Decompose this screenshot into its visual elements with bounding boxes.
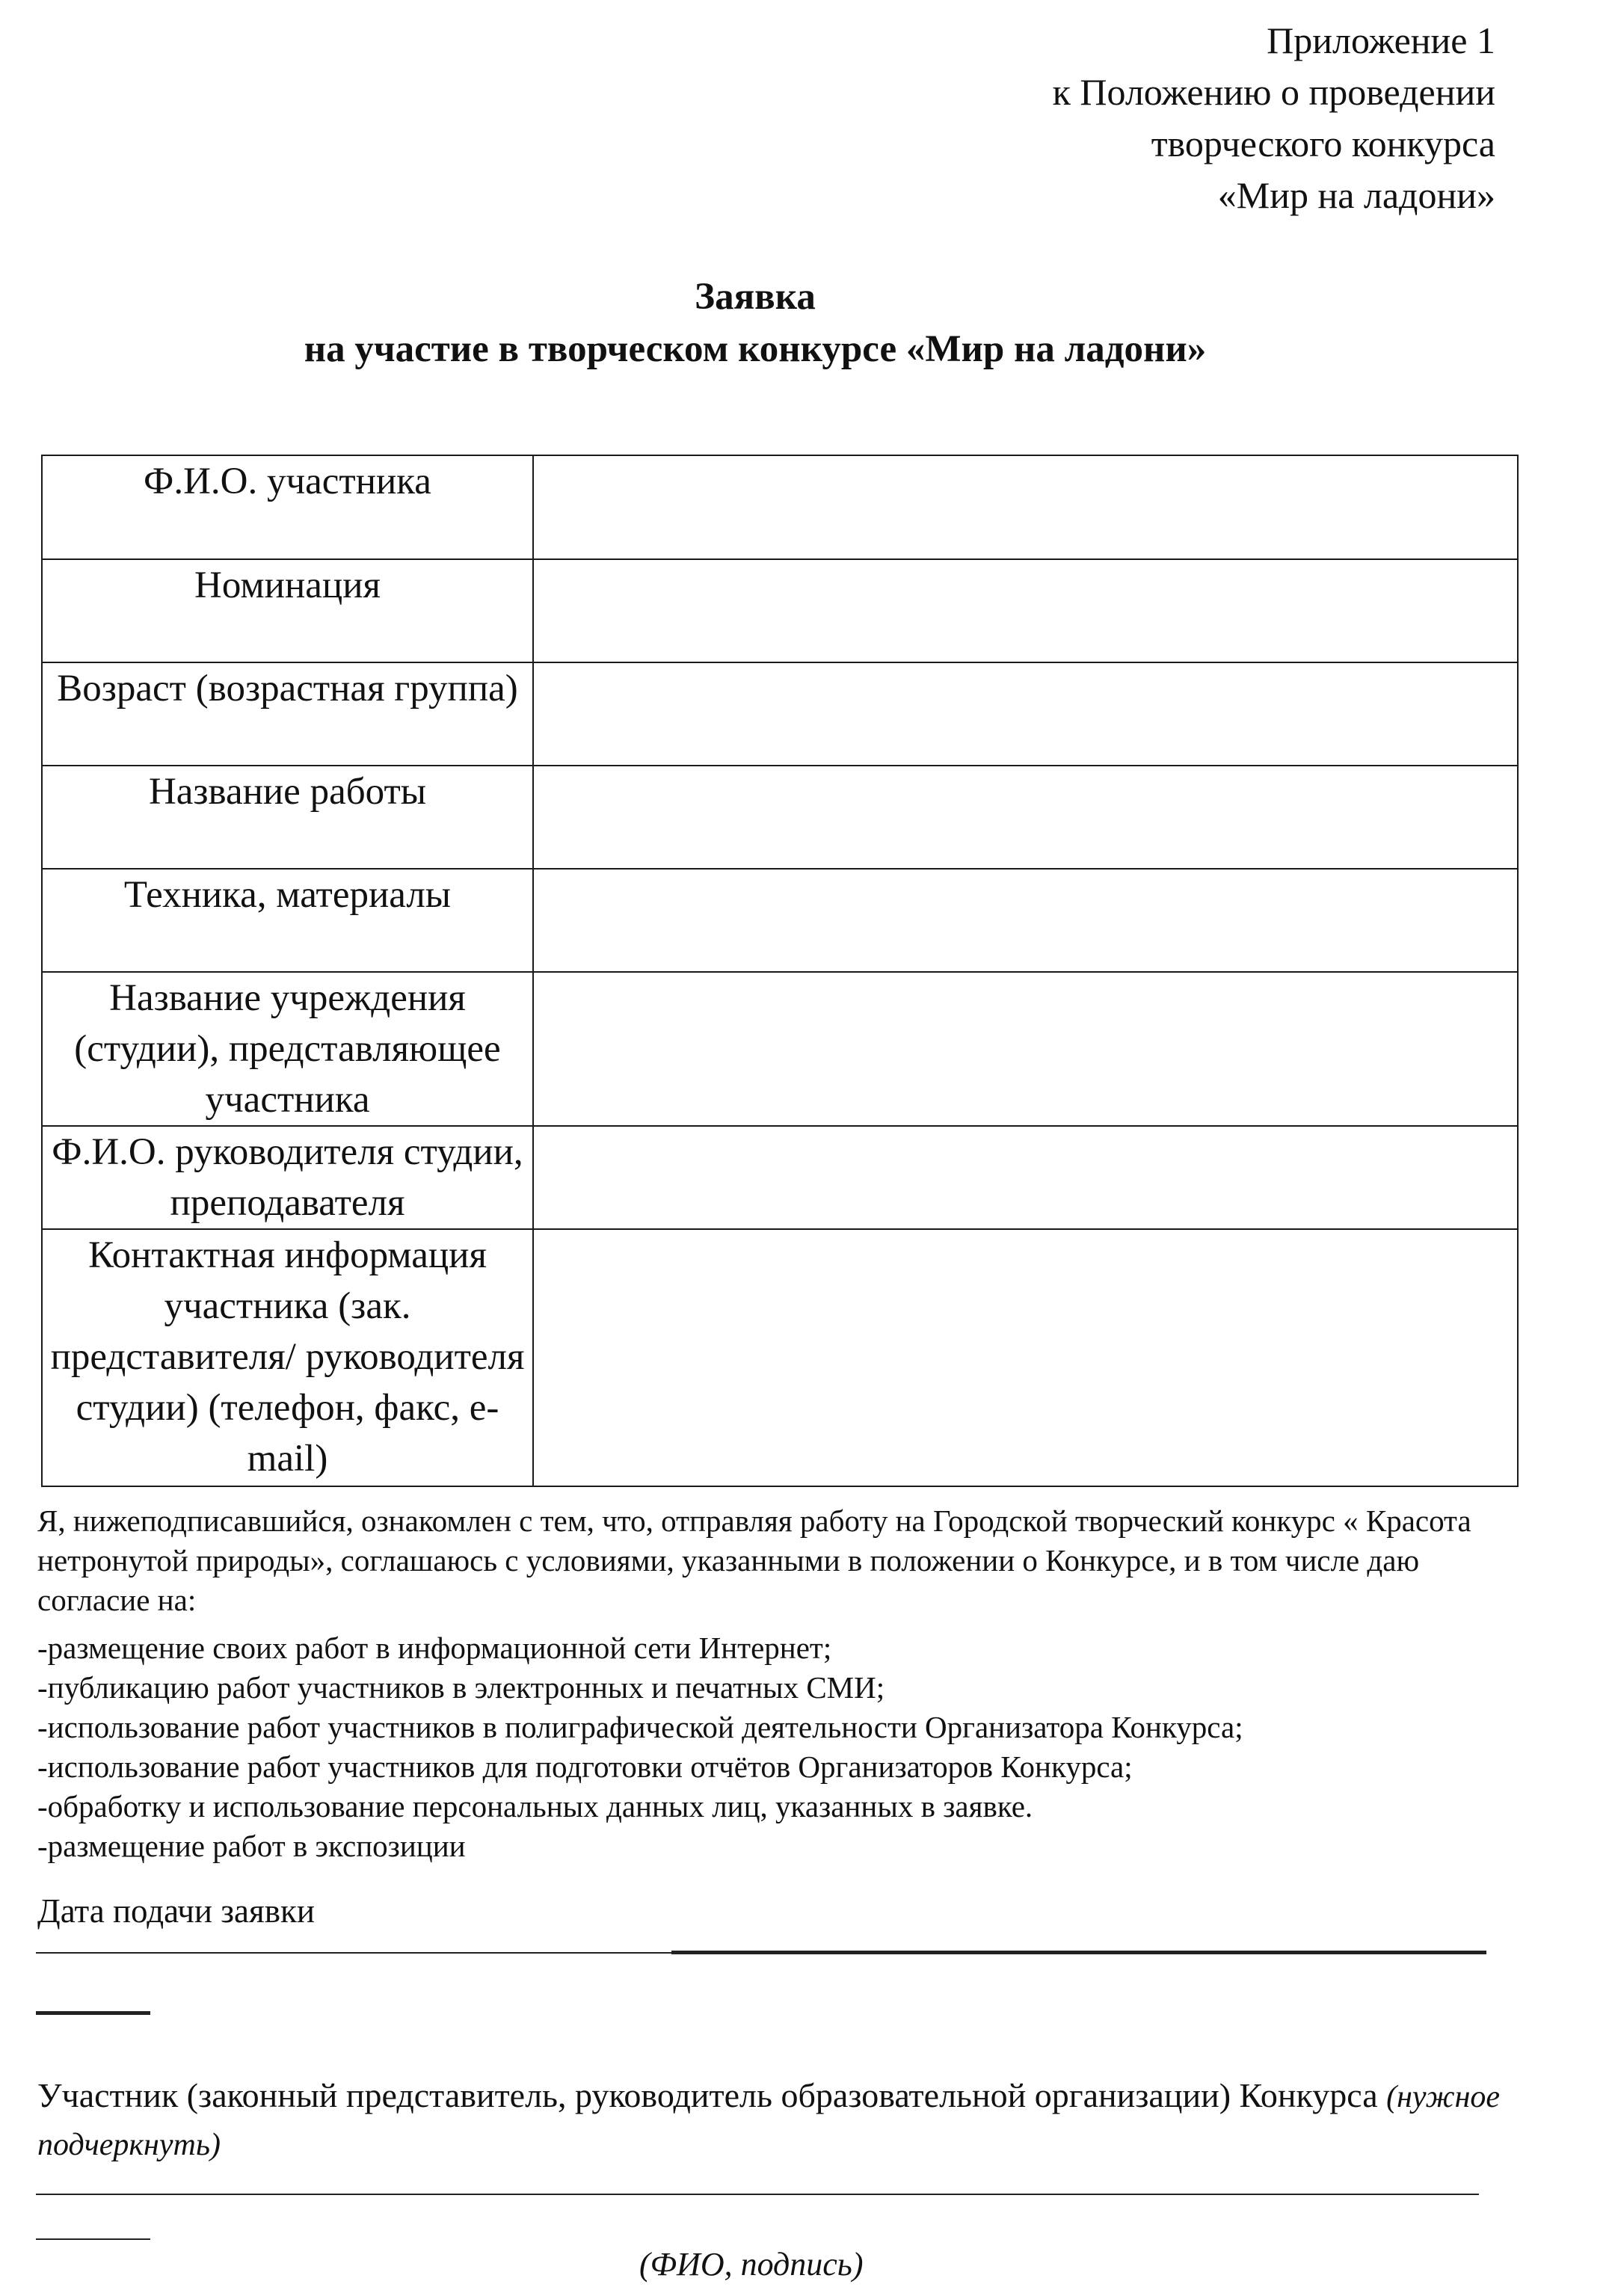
- field-label: Ф.И.О. руководителя студии, преподавателя: [42, 1126, 533, 1229]
- signature-caption: (ФИО, подпись): [639, 2246, 864, 2283]
- field-label: Ф.И.О. участника: [42, 455, 533, 559]
- submission-date-label: Дата подачи заявки: [37, 1892, 315, 1930]
- consent-item: -использование работ участников для подготовки отчётов Организаторов Конкурса;: [37, 1749, 1133, 1784]
- document-title: [0, 271, 1510, 375]
- consent-item: -размещение работ в экспозиции: [37, 1829, 466, 1863]
- table-row: [42, 455, 1518, 559]
- field-label: Техника, материалы: [42, 869, 533, 972]
- table-row: [42, 1126, 1518, 1229]
- appendix-line: к Положению о проведении: [1052, 71, 1495, 113]
- signature-line-continuation[interactable]: [36, 2238, 150, 2240]
- appendix-line: творческого конкурса: [1151, 123, 1495, 164]
- consent-intro: Я, нижеподписавшийся, ознакомлен с тем, что, отправляя работу на Городской творческий конкурс « Красота нетронутой природы», соглашаюсь с условиями, указанными в положении о Конкурсе, и в том числе даю согласие на:: [37, 1504, 1471, 1617]
- participant-label: [37, 2072, 1612, 2168]
- table-row: [42, 559, 1518, 662]
- field-value-technique[interactable]: [533, 869, 1518, 972]
- date-line[interactable]: [36, 1952, 671, 1954]
- table-row: [42, 869, 1518, 972]
- date-line-bold[interactable]: [671, 1951, 1486, 1954]
- field-value-supervisor[interactable]: [533, 1126, 1518, 1229]
- table-row: [42, 1229, 1518, 1486]
- field-label: Название работы: [42, 766, 533, 869]
- consent-item: -использование работ участников в полиграфической деятельности Организатора Конкурса;: [37, 1710, 1243, 1744]
- field-label: Название учреждения (студии), представляющее участника: [42, 972, 533, 1126]
- field-value-participant-name[interactable]: [533, 455, 1518, 559]
- consent-item: -обработку и использование персональных данных лиц, указанных в заявке.: [37, 1789, 1033, 1823]
- field-label: Контактная информация участника (зак. представителя/ руководителя студии) (телефон, факс, e-mail): [42, 1229, 533, 1486]
- title-line-1: Заявка: [695, 276, 816, 318]
- field-label: Номинация: [42, 559, 533, 662]
- participant-role-text: Участник (законный представитель, руководитель образовательной организации) Конкурса: [37, 2076, 1378, 2114]
- underline-note: (нужное подчеркнуть): [37, 2080, 1501, 2162]
- appendix-line: «Мир на ладони»: [1217, 174, 1495, 216]
- appendix-note: [822, 15, 1495, 221]
- field-value-nomination[interactable]: [533, 559, 1518, 662]
- field-value-contacts[interactable]: [533, 1229, 1518, 1486]
- field-value-institution[interactable]: [533, 972, 1518, 1126]
- consent-item: -публикацию работ участников в электронных и печатных СМИ;: [37, 1670, 885, 1705]
- field-label: Возраст (возрастная группа): [42, 662, 533, 766]
- field-value-age-group[interactable]: [533, 662, 1518, 766]
- table-row: [42, 972, 1518, 1126]
- appendix-line: Приложение 1: [1267, 19, 1495, 61]
- signature-line[interactable]: [36, 2194, 1479, 2195]
- date-line-continuation[interactable]: [36, 2011, 150, 2015]
- field-value-work-title[interactable]: [533, 766, 1518, 869]
- application-form-table: [41, 455, 1519, 1487]
- title-line-2: на участие в творческом конкурсе «Мир на ладони»: [304, 328, 1207, 370]
- consent-item: -размещение своих работ в информационной сети Интернет;: [37, 1631, 832, 1665]
- consent-statement: [37, 1501, 1525, 1866]
- table-row: [42, 766, 1518, 869]
- table-row: [42, 662, 1518, 766]
